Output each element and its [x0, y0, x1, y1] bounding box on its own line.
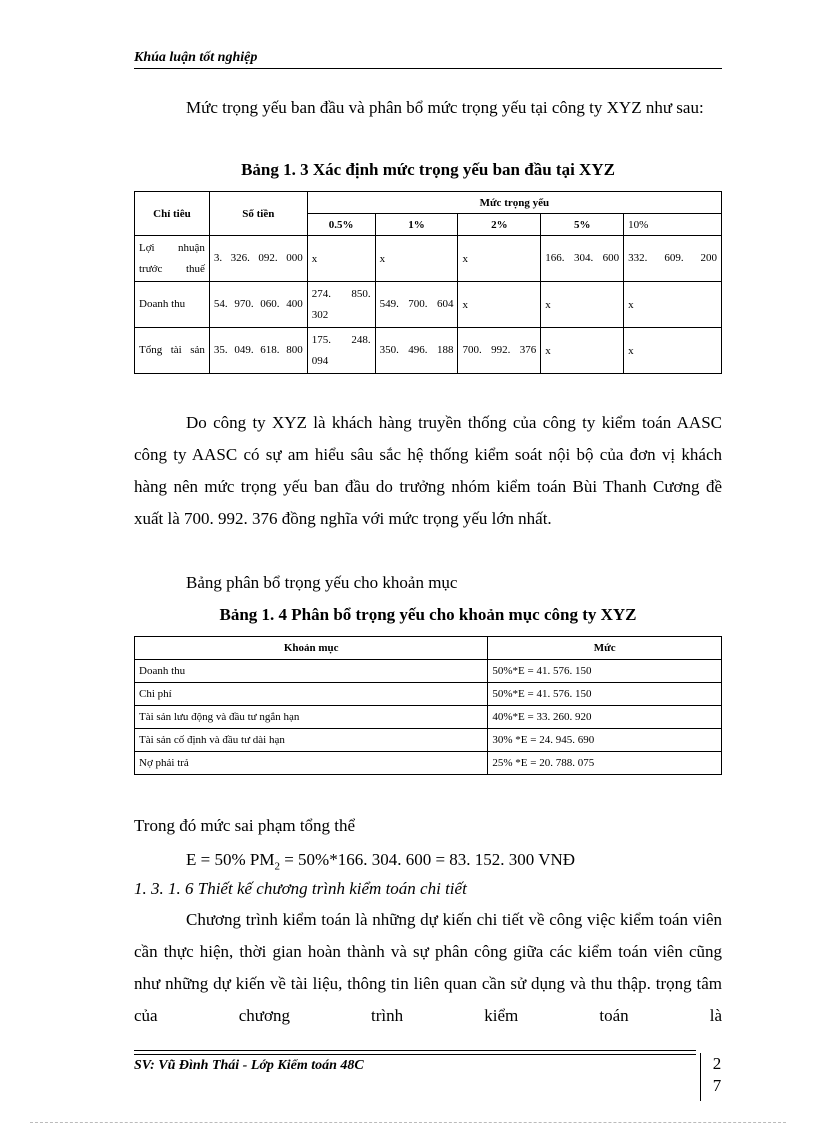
- footer-text: SV: Vũ Đình Thái - Lớp Kiểm toán 48C: [134, 1058, 364, 1073]
- cell: x: [624, 282, 722, 328]
- table1-caption: Bảng 1. 3 Xác định mức trọng yếu ban đầu tại XYZ: [241, 160, 615, 179]
- table-row: [135, 729, 722, 752]
- row-label: Tổng tài sản: [135, 328, 210, 374]
- intro-paragraph: Mức trọng yếu ban đầu và phân bổ mức trọng yếu tại công ty XYZ như sau:: [186, 98, 704, 117]
- level-cell: 30% *E = 24. 945. 690: [488, 729, 722, 752]
- cell: x: [541, 328, 624, 374]
- cell: x: [458, 236, 541, 282]
- row-amount: 35. 049. 618. 800: [209, 328, 307, 374]
- formula-prefix: E = 50% PM: [186, 850, 275, 869]
- header-pct: 0.5%: [307, 214, 375, 236]
- formula: [186, 844, 726, 882]
- table-row: [135, 683, 722, 706]
- level-cell: 25% *E = 20. 788. 075: [488, 752, 722, 775]
- footer-rule: [134, 1050, 696, 1051]
- header-level: Mức: [488, 637, 722, 660]
- cell: 549. 700. 604: [375, 282, 458, 328]
- table-row: [135, 752, 722, 775]
- page-number-digit: 7: [712, 1076, 722, 1095]
- page-number-divider: [700, 1053, 701, 1101]
- cell: x: [458, 282, 541, 328]
- paragraph-aasc: Do công ty XYZ là khách hàng truyền thống của công ty kiểm toán AASC công ty AASC có sự am hiểu sâu sắc hệ thống kiểm soát nội bộ của đơn vị khách hàng nên mức trọng yếu ban đầu do trưởng nhóm kiểm toán Bùi Thanh Cương đề xuất là 700. 992. 376 đồng nghĩa với mức trọng yếu lớn nhất.: [134, 413, 722, 528]
- item-cell: Tài sản cố định và đầu tư dài hạn: [135, 729, 488, 752]
- formula-subscript: 2: [274, 860, 280, 873]
- materiality-table: [134, 191, 722, 374]
- cell: x: [307, 236, 375, 282]
- table-row: [135, 282, 722, 328]
- header-amount: Số tiền: [209, 192, 307, 236]
- table2-caption: Bảng 1. 4 Phân bổ trọng yếu cho khoản mục công ty XYZ: [219, 605, 637, 624]
- table-row: [135, 706, 722, 729]
- footer-rule: [134, 1054, 696, 1055]
- section-heading: 1. 3. 1. 6 Thiết kế chương trình kiểm toán chi tiết: [134, 879, 467, 898]
- cell: x: [541, 282, 624, 328]
- row-amount: 3. 326. 092. 000: [209, 236, 307, 282]
- cell: x: [375, 236, 458, 282]
- header-rule: [134, 68, 722, 69]
- allocation-line: Bảng phân bổ trọng yếu cho khoản mục: [186, 573, 458, 592]
- header-item: Khoản mục: [135, 637, 488, 660]
- header-pct: 1%: [375, 214, 458, 236]
- cell: 350. 496. 188: [375, 328, 458, 374]
- page-number-digit: 2: [712, 1054, 722, 1073]
- cell: x: [624, 328, 722, 374]
- allocation-table: [134, 636, 722, 775]
- table-row: [135, 660, 722, 683]
- table-row: [135, 328, 722, 374]
- cell: 175. 248. 094: [307, 328, 375, 374]
- item-cell: Nợ phải trả: [135, 752, 488, 775]
- level-cell: 40%*E = 33. 260. 920: [488, 706, 722, 729]
- cell: 332. 609. 200: [624, 236, 722, 282]
- item-cell: Doanh thu: [135, 660, 488, 683]
- level-cell: 50%*E = 41. 576. 150: [488, 683, 722, 706]
- formula-rest: = 50%*166. 304. 600 = 83. 152. 300 VNĐ: [279, 850, 576, 869]
- header-pct: 2%: [458, 214, 541, 236]
- overall-error-label: Trong đó mức sai phạm tổng thể: [134, 816, 356, 835]
- header-materiality: Mức trọng yếu: [307, 192, 721, 214]
- page-number: [710, 1053, 724, 1097]
- item-cell: Tài sản lưu động và đầu tư ngắn hạn: [135, 706, 488, 729]
- header-criteria: Chỉ tiêu: [135, 192, 210, 236]
- cell: 700. 992. 376: [458, 328, 541, 374]
- cell: 166. 304. 600: [541, 236, 624, 282]
- level-cell: 50%*E = 41. 576. 150: [488, 660, 722, 683]
- running-header: Khúa luận tốt nghiệp: [134, 50, 258, 65]
- row-label: Doanh thu: [135, 282, 210, 328]
- paragraph-program: Chương trình kiểm toán là những dự kiến chi tiết về công việc kiểm toán viên cần thực hiện, thời gian hoàn thành và sự phân công giữa các kiểm toán viên cũng như những dự kiến về tài liệu, thông tin liên quan cần sử dụng và thu thập. trọng tâm của chương trình kiểm toán là: [134, 910, 722, 1025]
- item-cell: Chi phí: [135, 683, 488, 706]
- cell: 274. 850. 302: [307, 282, 375, 328]
- table-row: [135, 236, 722, 282]
- row-amount: 54. 970. 060. 400: [209, 282, 307, 328]
- header-pct: 5%: [541, 214, 624, 236]
- header-pct: 10%: [624, 214, 722, 236]
- row-label: Lợi nhuận trước thuế: [135, 236, 210, 282]
